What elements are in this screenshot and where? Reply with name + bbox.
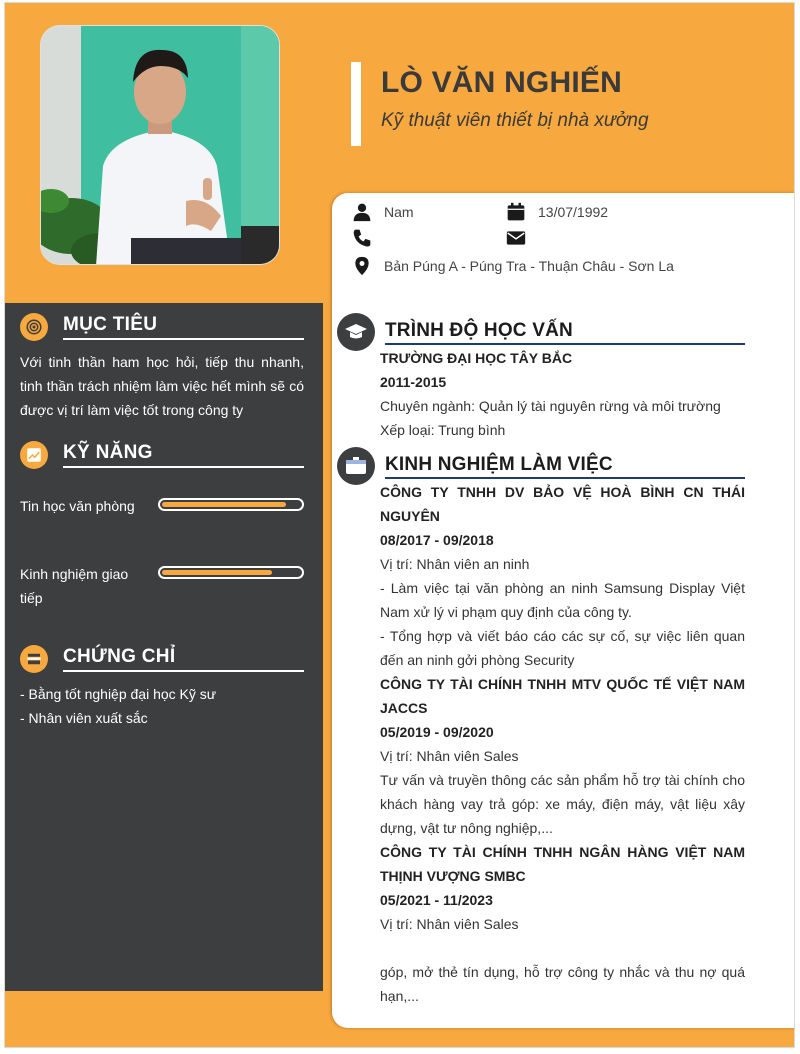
chart-icon: [20, 441, 48, 469]
skill-bar-1: [158, 498, 304, 511]
experience-title: KINH NGHIỆM LÀM VIỆC: [385, 454, 745, 479]
location-icon: [352, 256, 372, 276]
job-1-company: CÔNG TY TNHH DV BẢO VỆ HOÀ BÌNH CN THÁI NGUYÊN: [380, 484, 745, 524]
skill-fill-2: [162, 570, 272, 575]
skills-heading: [20, 441, 304, 469]
job-1-desc-2: - Tổng hợp và viết báo cáo các sự cố, sự việc liên quan đến an ninh gởi phòng Security: [380, 628, 745, 668]
certificate-item-2: - Nhân viên xuất sắc: [20, 710, 148, 726]
address-row: [352, 256, 674, 276]
job-3-position: Vị trí: Nhân viên Sales: [380, 916, 519, 932]
address-value: Bản Púng A - Púng Tra - Thuận Châu - Sơn La: [384, 258, 674, 274]
birthdate-row: [506, 202, 608, 222]
job-3-blank-line: [380, 936, 745, 960]
email-icon: [506, 228, 526, 248]
profile-photo: [40, 25, 280, 265]
certificate-item-1: - Bằng tốt nghiệp đại học Kỹ sư: [20, 686, 217, 702]
calendar-icon: [506, 202, 526, 222]
job-title: Kỹ thuật viên thiết bị nhà xưởng: [381, 110, 649, 131]
education-title: TRÌNH ĐỘ HỌC VẤN: [385, 320, 745, 345]
footer-orange-block: [5, 991, 330, 1048]
certificates-title: CHỨNG CHỈ: [63, 646, 304, 672]
objective-text: Với tinh thần ham học hỏi, tiếp thu nhanh, tinh thần trách nhiệm làm việc hết mình sẽ có được vị trí làm việc tốt trong công ty: [20, 354, 304, 418]
phone-icon: [352, 228, 372, 248]
school-name: TRƯỜNG ĐẠI HỌC TÂY BẮC: [380, 350, 573, 366]
experience-list: [380, 480, 745, 1008]
education-grade: Xếp loại: Trung bình: [380, 422, 506, 438]
job-1-period: 08/2017 - 09/2018: [380, 532, 494, 548]
skills-title: KỸ NĂNG: [63, 442, 304, 468]
education-major: Chuyên ngành: Quản lý tài nguyên rừng và môi trường: [380, 398, 721, 414]
gender-value: Nam: [384, 204, 414, 220]
objective-title: MỤC TIÊU: [63, 314, 304, 340]
job-2-desc-1: Tư vấn và truyền thông các sản phẩm hỗ trợ tài chính cho khách hàng vay trả góp: xe máy, điện máy, vật liệu xây dựng, vật tư nông nghiệp,...: [380, 772, 745, 836]
job-2-position: Vị trí: Nhân viên Sales: [380, 748, 519, 764]
skill-fill-1: [162, 502, 286, 507]
objective-heading: [20, 313, 304, 341]
name-block: [351, 62, 649, 146]
job-1-position: Vị trí: Nhân viên an ninh: [380, 556, 530, 572]
target-icon: [20, 313, 48, 341]
job-2-period: 05/2019 - 09/2020: [380, 724, 494, 740]
job-3-period: 05/2021 - 11/2023: [380, 892, 493, 908]
certificate-icon: [20, 645, 48, 673]
education-details: [380, 346, 745, 442]
birthdate-value: 13/07/1992: [538, 204, 609, 220]
graduation-cap-icon: [337, 313, 375, 351]
briefcase-icon: [337, 447, 375, 485]
job-1-desc-1: - Làm việc tại văn phòng an ninh Samsung Display Việt Nam xử lý vi phạm quy định của công ty.: [380, 580, 745, 620]
full-name: LÒ VĂN NGHIẾN: [381, 66, 622, 99]
user-icon: [352, 202, 372, 222]
skill-name-1: Tin học văn phòng: [20, 498, 135, 514]
job-3-company: CÔNG TY TÀI CHÍNH TNHH NGÂN HÀNG VIỆT NAM THỊNH VƯỢNG SMBC: [380, 844, 745, 884]
phone-row: [352, 228, 384, 248]
skill-bar-2: [158, 566, 304, 579]
job-2-company: CÔNG TY TÀI CHÍNH TNHH MTV QUỐC TẾ VIỆT NAM JACCS: [380, 676, 745, 716]
education-period: 2011-2015: [380, 374, 447, 390]
certificates-heading: [20, 645, 304, 673]
job-3-desc-1: góp, mở thẻ tín dụng, hỗ trợ công ty nhắc và thu nợ quá hạn,...: [380, 964, 745, 1004]
skill-name-2: Kinh nghiệm giao tiếp: [20, 566, 129, 606]
gender-row: [352, 202, 414, 222]
email-row: [506, 228, 538, 248]
